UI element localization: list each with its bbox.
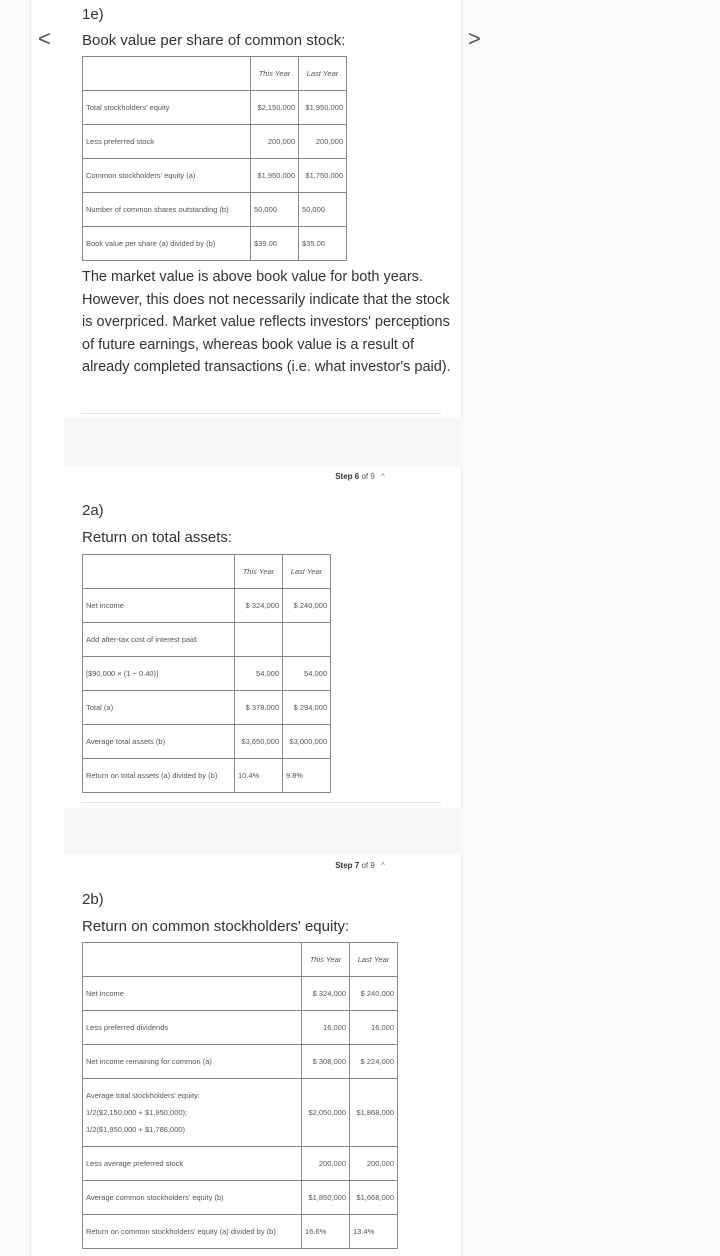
this-year-value: $2,050,000 xyxy=(302,1079,350,1147)
last-year-value: $ 240,000 xyxy=(350,977,398,1011)
table-row xyxy=(83,691,331,725)
step-total: of 9 xyxy=(361,472,375,481)
row-label: Average total assets (b) xyxy=(83,725,235,759)
column-header-this-year: This Year xyxy=(302,943,350,977)
row-label: Total stockholders' equity xyxy=(83,91,251,125)
this-year-value: 54,000 xyxy=(235,657,283,691)
row-label: Net income xyxy=(83,589,235,623)
last-year-value: 13.4% xyxy=(350,1215,398,1249)
step-number: Step 6 xyxy=(335,472,360,481)
table-row xyxy=(83,193,347,227)
row-label: Net income xyxy=(83,977,302,1011)
last-year-value: $1,950,000 xyxy=(299,91,347,125)
chevron-right-icon[interactable]: > xyxy=(468,26,481,51)
this-year-value: $2,150,000 xyxy=(251,91,299,125)
last-year-value: 200,000 xyxy=(299,125,347,159)
this-year-value: 200,000 xyxy=(251,125,299,159)
chevron-up-icon[interactable]: ^ xyxy=(381,861,385,870)
last-year-value: $1,868,000 xyxy=(350,1079,398,1147)
divider xyxy=(82,802,442,803)
last-year-value: 54,000 xyxy=(283,657,331,691)
table-row xyxy=(83,1079,398,1147)
section-subtitle-1e: Book value per share of common stock: xyxy=(82,32,346,49)
last-year-value: $35.00 xyxy=(299,227,347,261)
divider xyxy=(82,413,442,414)
last-year-value: $ 224,000 xyxy=(350,1045,398,1079)
row-label: Less preferred stock xyxy=(83,125,251,159)
table-row xyxy=(83,623,331,657)
this-year-value: 50,000 xyxy=(251,193,299,227)
row-label-multiline xyxy=(83,1079,302,1147)
last-year-value: $3,000,000 xyxy=(283,725,331,759)
row-label: Less preferred dividends xyxy=(83,1011,302,1045)
row-label-line: 1/2($2,150,000 + $1,950,000); xyxy=(86,1108,188,1117)
this-year-value: 16.6% xyxy=(302,1215,350,1249)
this-year-value: $ 324,000 xyxy=(235,589,283,623)
row-label: Number of common shares outstanding (b) xyxy=(83,193,251,227)
step-indicator xyxy=(0,472,720,481)
row-label: Book value per share (a) divided by (b) xyxy=(83,227,251,261)
last-year-value: 50,000 xyxy=(299,193,347,227)
right-margin xyxy=(462,0,720,1256)
return-on-equity-table xyxy=(82,942,398,1249)
book-value-table xyxy=(82,56,347,261)
header-empty xyxy=(83,57,251,91)
this-year-value: 10.4% xyxy=(235,759,283,793)
section-heading-2b: 2b) xyxy=(82,891,104,908)
last-year-value: 16,000 xyxy=(350,1011,398,1045)
row-label: Less average preferred stock xyxy=(83,1147,302,1181)
this-year-value xyxy=(235,623,283,657)
table-row xyxy=(83,227,347,261)
row-label: Return on common stockholders' equity (a) divided by (b) xyxy=(83,1215,302,1249)
this-year-value: $ 308,000 xyxy=(302,1045,350,1079)
column-header-last-year: Last Year xyxy=(283,555,331,589)
step-indicator xyxy=(0,861,720,870)
row-label: Average common stockholders' equity (b) xyxy=(83,1181,302,1215)
section-subtitle-2b: Return on common stockholders' equity: xyxy=(82,918,350,935)
step-separator-band xyxy=(64,808,462,854)
last-year-value xyxy=(283,623,331,657)
table-row xyxy=(83,759,331,793)
table-row xyxy=(83,1147,398,1181)
return-on-assets-table xyxy=(82,554,331,793)
last-year-value: 200,000 xyxy=(350,1147,398,1181)
table-row xyxy=(83,1215,398,1249)
section-subtitle-2a: Return on total assets: xyxy=(82,529,233,546)
this-year-value: 16,000 xyxy=(302,1011,350,1045)
explanation-paragraph: The market value is above book value for both years. However, this does not necessarily indicate that the stock is overpriced. Market value reflects investors' perceptions of future earnings, whereas book value is a result of already completed transactions (i.e. what investor's paid). xyxy=(82,269,451,375)
table-row xyxy=(83,91,347,125)
section-heading-1e: 1e) xyxy=(82,6,104,23)
row-label-line: Average total stockholders' equity: xyxy=(86,1091,200,1100)
last-year-value: $1,750,000 xyxy=(299,159,347,193)
header-empty xyxy=(83,943,302,977)
table-row xyxy=(83,1011,398,1045)
step-total: of 9 xyxy=(361,861,375,870)
table-row xyxy=(83,159,347,193)
column-header-last-year: Last Year xyxy=(350,943,398,977)
step-number: Step 7 xyxy=(335,861,360,870)
row-label-line: 1/2($1,950,000 + $1,786,000) xyxy=(86,1125,186,1134)
table-header-row xyxy=(83,555,331,589)
step-separator-band xyxy=(64,418,462,466)
last-year-value: 9.8% xyxy=(283,759,331,793)
table-row xyxy=(83,657,331,691)
this-year-value: $1,850,000 xyxy=(302,1181,350,1215)
chevron-up-icon[interactable]: ^ xyxy=(381,472,385,481)
this-year-value: 200,000 xyxy=(302,1147,350,1181)
table-header-row xyxy=(83,57,347,91)
this-year-value: $1,950,000 xyxy=(251,159,299,193)
section-heading-2a: 2a) xyxy=(82,502,104,519)
table-row xyxy=(83,1181,398,1215)
header-empty xyxy=(83,555,235,589)
column-header-this-year: This Year xyxy=(251,57,299,91)
chevron-left-icon[interactable]: < xyxy=(38,26,51,51)
row-label: [$90,000 × (1 − 0.40)] xyxy=(83,657,235,691)
table-row xyxy=(83,1045,398,1079)
row-label: Net income remaining for common (a) xyxy=(83,1045,302,1079)
table-row xyxy=(83,589,331,623)
column-header-this-year: This Year xyxy=(235,555,283,589)
row-label: Return on total assets (a) divided by (b) xyxy=(83,759,235,793)
column-header-last-year: Last Year xyxy=(299,57,347,91)
this-year-value: $39.00 xyxy=(251,227,299,261)
table-row xyxy=(83,977,398,1011)
last-year-value: $ 294,000 xyxy=(283,691,331,725)
table-row xyxy=(83,725,331,759)
last-year-value: $1,668,000 xyxy=(350,1181,398,1215)
row-label: Add after-tax cost of interest paid: xyxy=(83,623,235,657)
table-row xyxy=(83,125,347,159)
row-label: Total (a) xyxy=(83,691,235,725)
this-year-value: $ 378,000 xyxy=(235,691,283,725)
this-year-value: $3,650,000 xyxy=(235,725,283,759)
this-year-value: $ 324,000 xyxy=(302,977,350,1011)
left-margin xyxy=(0,0,30,1256)
row-label: Common stockholders' equity (a) xyxy=(83,159,251,193)
last-year-value: $ 240,000 xyxy=(283,589,331,623)
table-header-row xyxy=(83,943,398,977)
